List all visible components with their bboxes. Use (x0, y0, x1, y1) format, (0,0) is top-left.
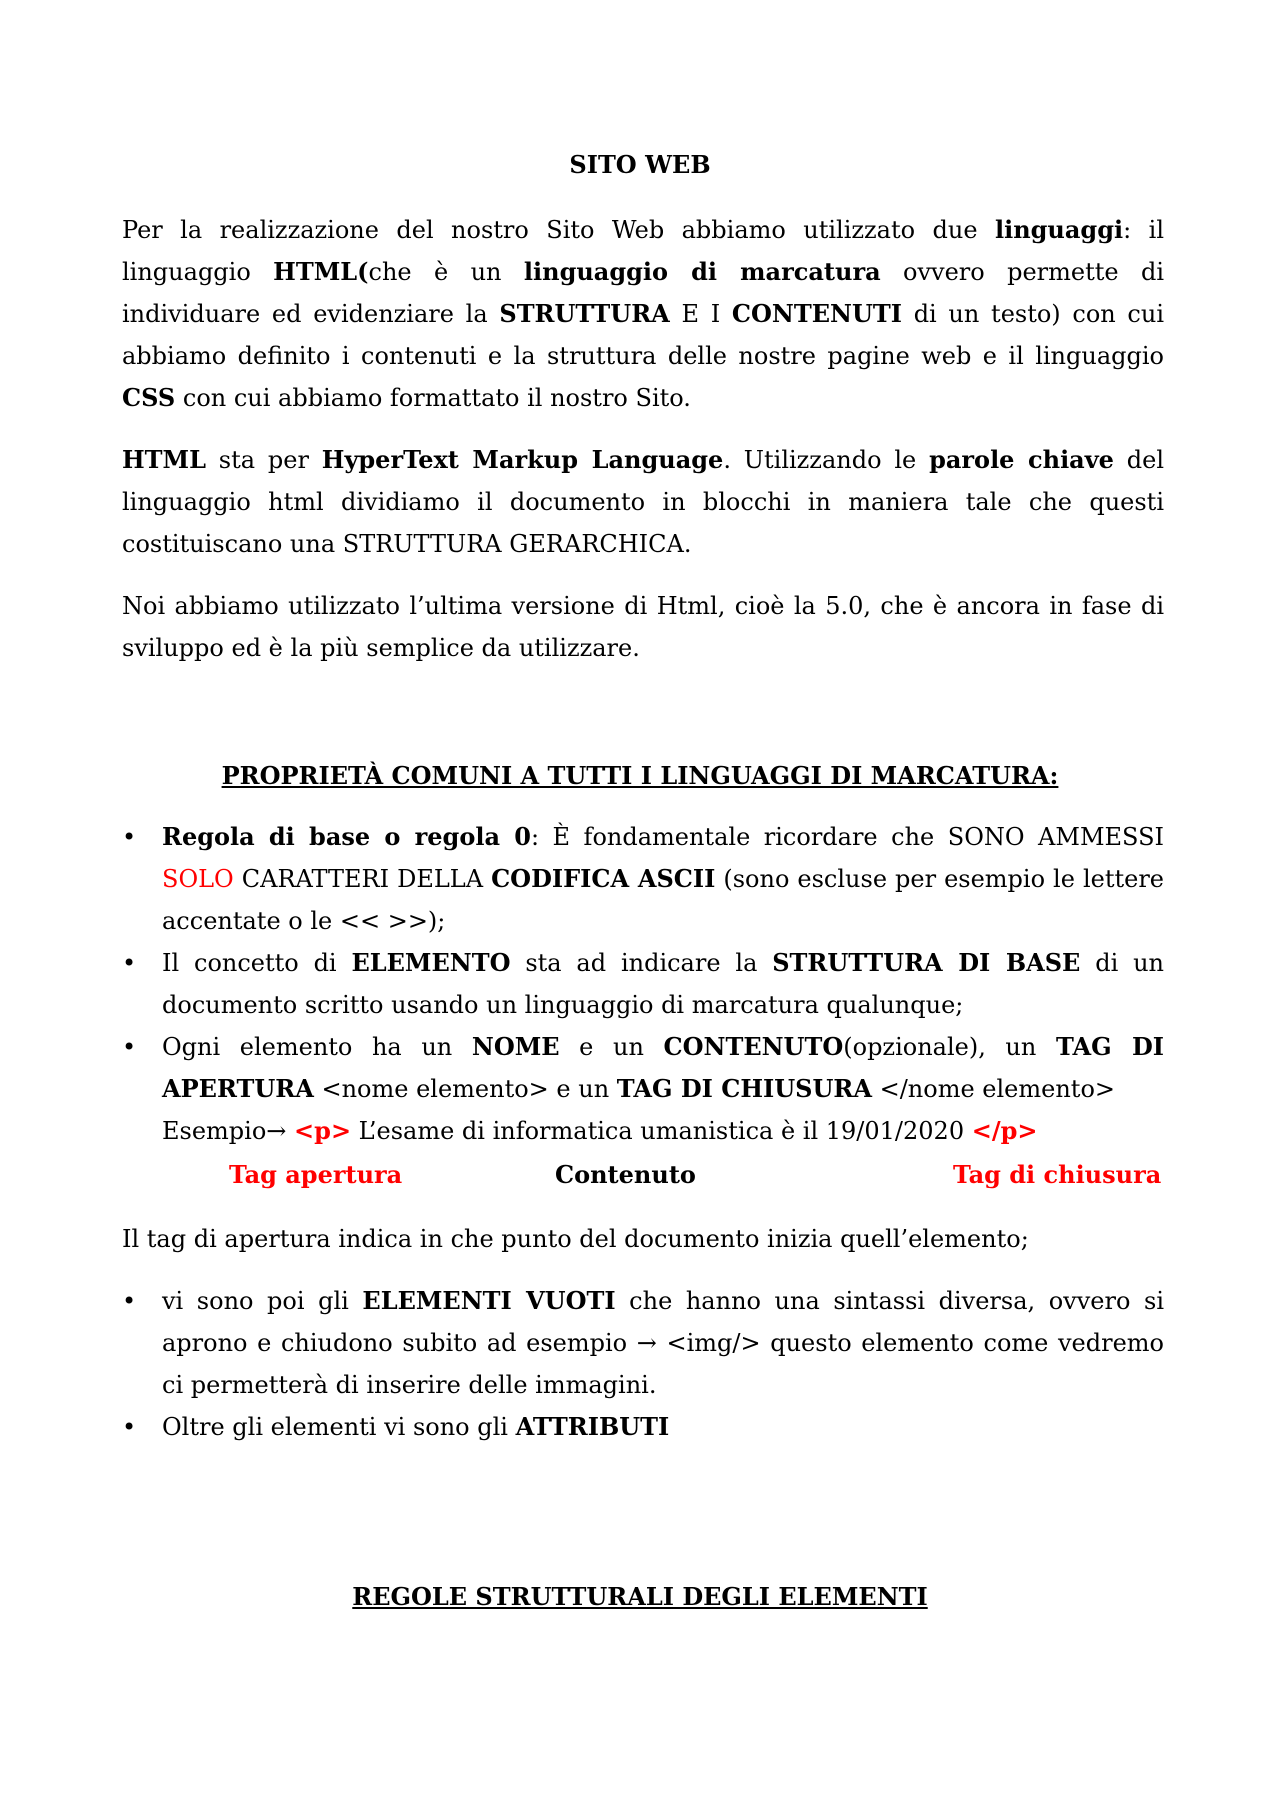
section-heading-rules: REGOLE STRUTTURALI DEGLI ELEMENTI (352, 1582, 928, 1611)
bullet-icon: • (122, 823, 137, 851)
list-item: • Regola di base o regola 0: È fondamentale ricordare che SONO AMMESSI SOLO CARATTERI DELLA CODIFICA ASCII (sono escluse per esempio le lettere accentate o le << >>); (122, 816, 1164, 942)
list-item: • Oltre gli elementi vi sono gli ATTRIBUTI (122, 1406, 1164, 1448)
list-item: • Il concetto di ELEMENTO sta ad indicare la STRUTTURA DI BASE di un documento scritto usando un linguaggio di marcatura qualunque; (122, 942, 1164, 1026)
example-open-tag: <p> (294, 1116, 352, 1145)
label-tag-apertura: Tag apertura (229, 1160, 403, 1189)
intro-paragraph: Per la realizzazione del nostro Sito Web abbiamo utilizzato due linguaggi: il linguaggio HTML(che è un linguaggio di marcatura ovvero permette di individuare ed evidenziare la STRUTTURA E I CONTENUTI di un testo) con cui abbiamo definito i contenuti e la struttura delle nostre pagine web e il linguaggio CSS con cui abbiamo formattato il nostro Sito. (122, 215, 1165, 412)
bullet-icon: • (122, 949, 137, 977)
tag-labels-row (0, 1154, 1280, 1196)
bullet-icon: • (122, 1033, 137, 1061)
bullet-icon: • (122, 1413, 137, 1441)
label-contenuto: Contenuto (555, 1160, 696, 1189)
arrow-right-icon: → (266, 1117, 287, 1145)
bullet-icon: • (122, 1287, 137, 1315)
page-title: SITO WEB (569, 150, 711, 179)
arrow-right-icon: → (636, 1329, 657, 1357)
open-tag-note: Il tag di apertura indica in che punto del documento inizia quell’elemento; (122, 1225, 1029, 1253)
label-tag-chiusura: Tag di chiusura (953, 1160, 1162, 1189)
html-definition-paragraph: HTML sta per HyperText Markup Language. Utilizzando le parole chiave del linguaggio html dividiamo il documento in blocchi in maniera tale che questi costituiscano una STRUTTURA GERARCHICA. (122, 445, 1165, 558)
example-close-tag: </p> (971, 1116, 1038, 1145)
properties-list (122, 816, 1164, 1152)
list-item: • Ogni elemento ha un NOME e un CONTENUTO(opzionale), un TAG DI APERTURA <nome elemento> e un TAG DI CHIUSURA </nome elemento> Esempio→ <p> L’esame di informatica umanistica è il 19/01/2020 </p> (122, 1026, 1164, 1152)
version-paragraph: Noi abbiamo utilizzato l’ultima versione di Html, cioè la 5.0, che è ancora in fase di sviluppo ed è la più semplice da utilizzare. (122, 592, 1164, 662)
elements-list (122, 1280, 1164, 1448)
section-heading-properties: PROPRIETÀ COMUNI A TUTTI I LINGUAGGI DI MARCATURA: (221, 761, 1059, 790)
list-item: • vi sono poi gli ELEMENTI VUOTI che hanno una sintassi diversa, ovvero si aprono e chiudono subito ad esempio → <img/> questo elemento come vedremo ci permetterà di inserire delle immagini. (122, 1280, 1164, 1406)
example-label: Esempio (162, 1117, 267, 1145)
